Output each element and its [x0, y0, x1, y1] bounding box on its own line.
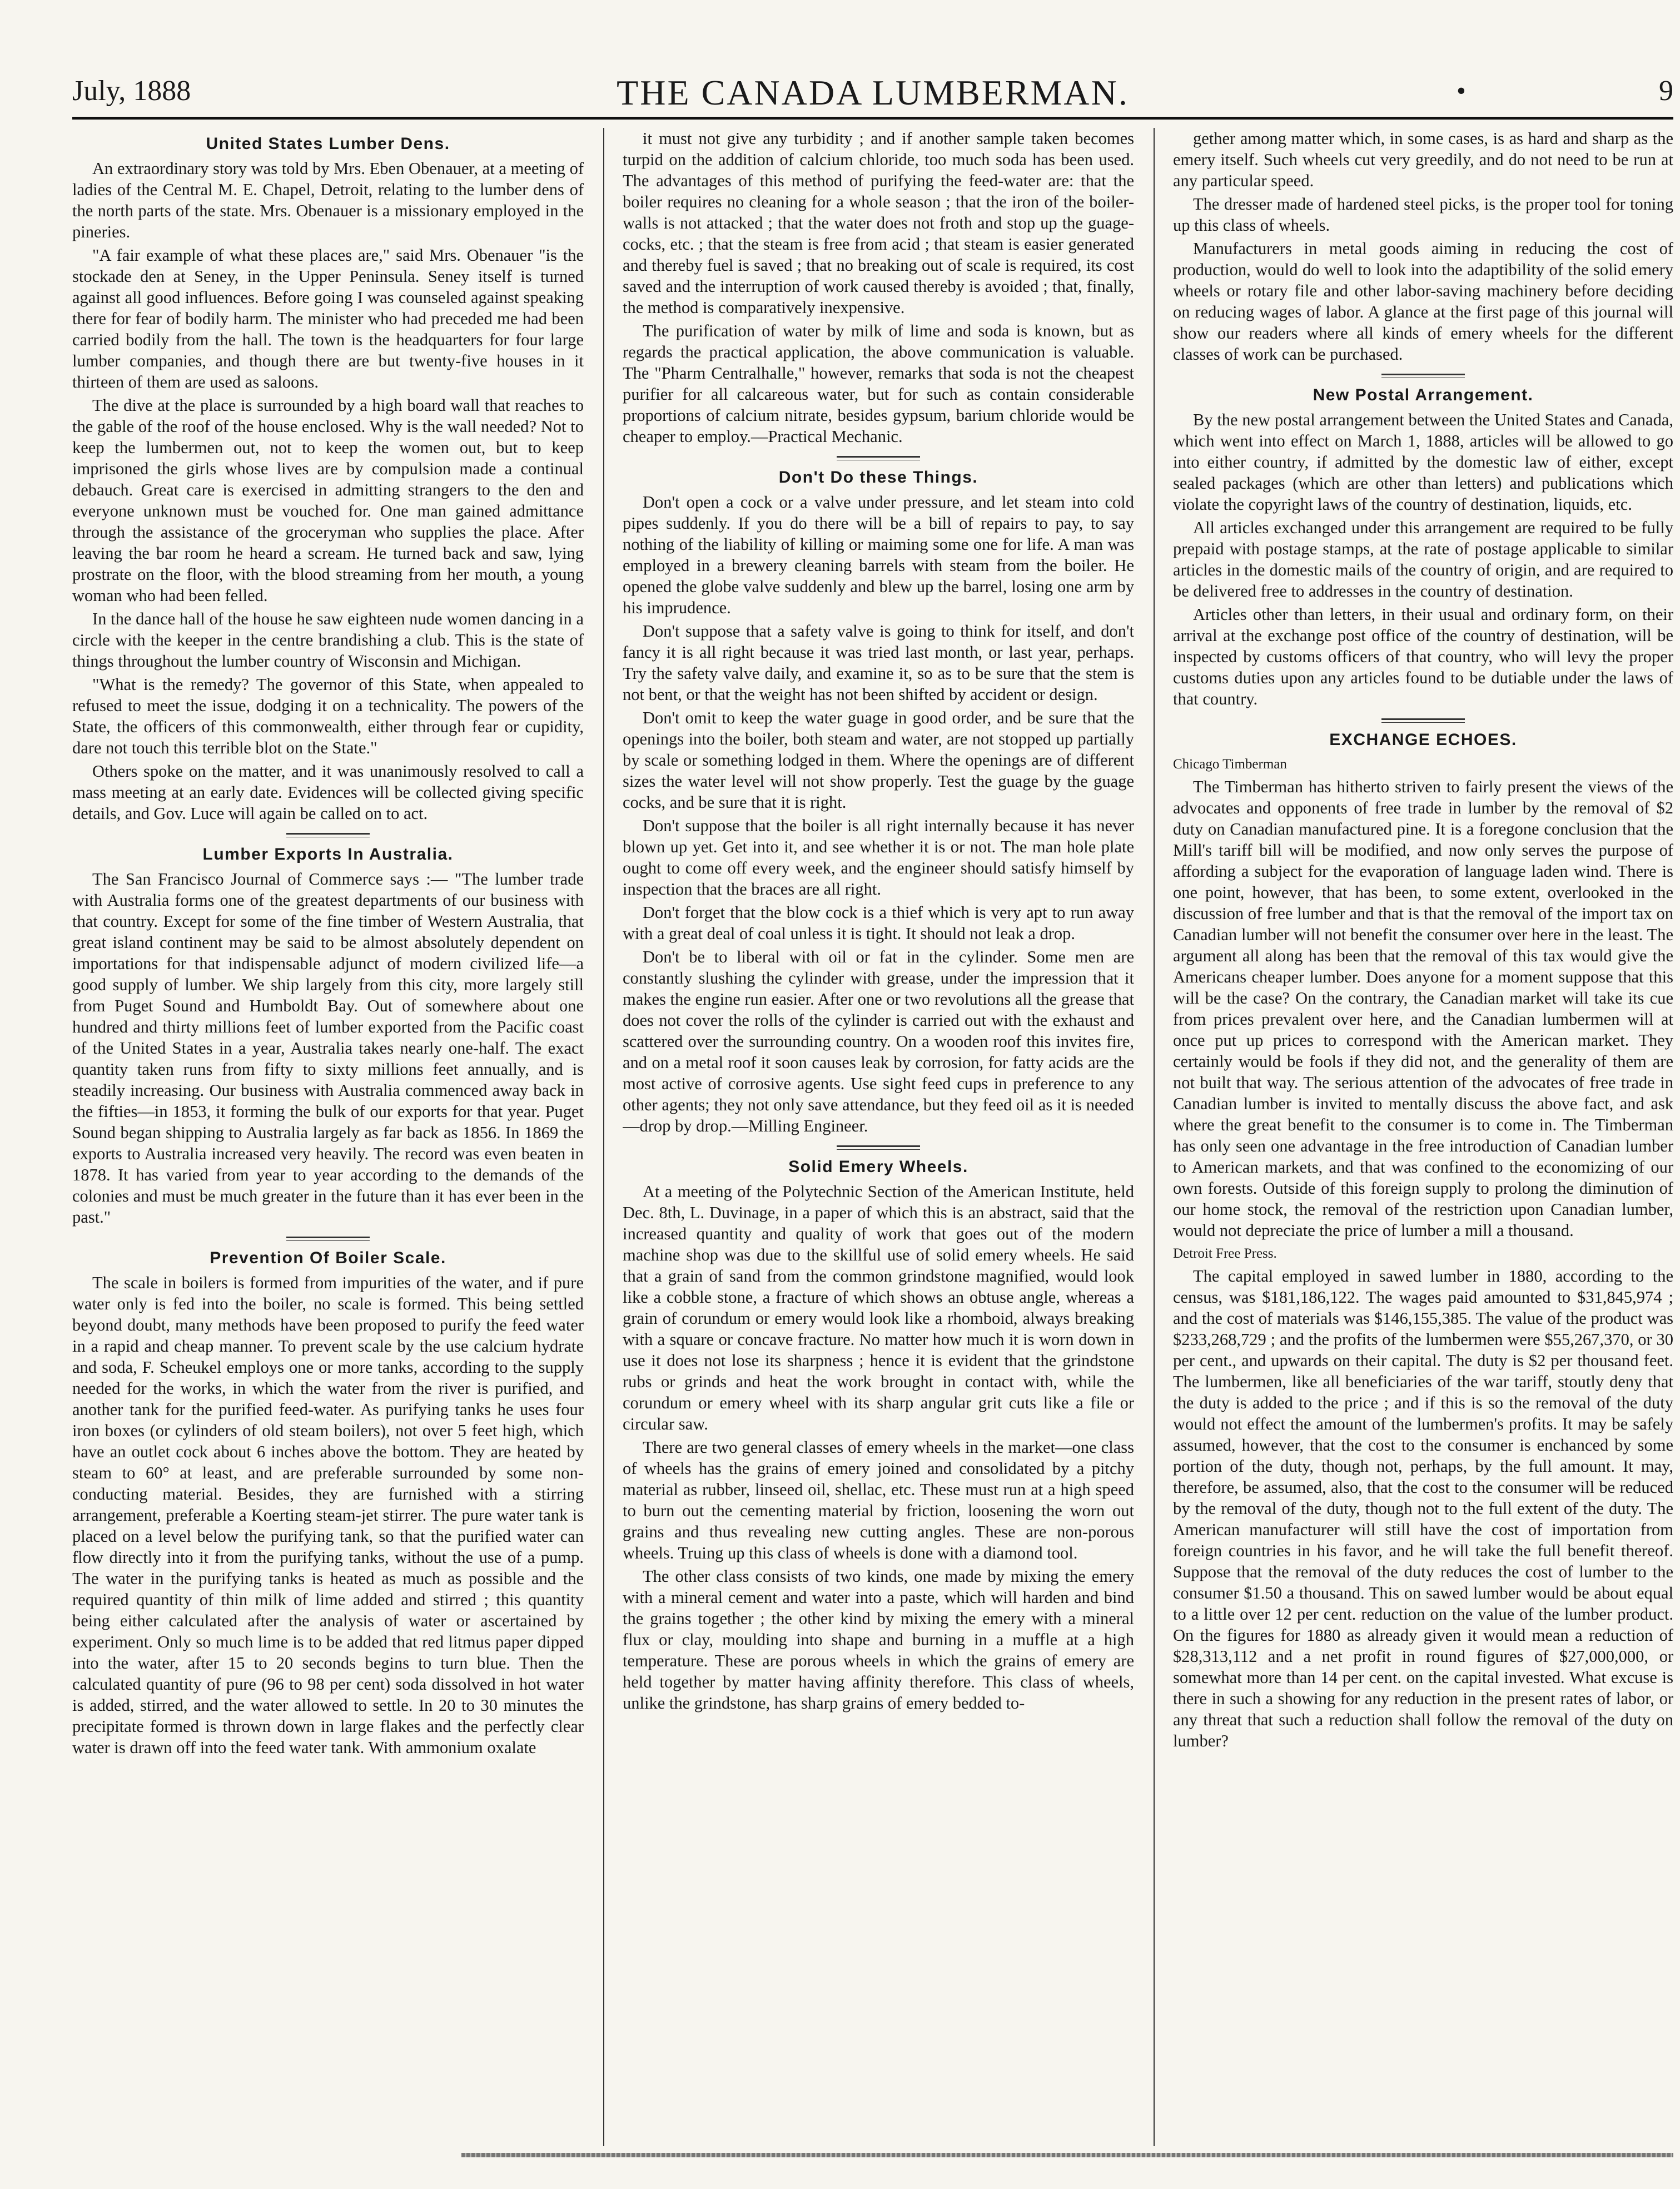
article-body	[1173, 128, 1673, 365]
column-2	[623, 128, 1134, 2163]
article-heading: Lumber Exports In Australia.	[202, 845, 454, 863]
newspaper-page	[72, 72, 1673, 2163]
article-body	[1173, 1265, 1673, 1751]
separator-rule	[286, 1237, 370, 1241]
source-credit: Detroit Free Press.	[1173, 1246, 1277, 1261]
paragraph: An extraordinary story was told by Mrs. Eben Obenauer, at a meeting of ladies of the Central M. E. Chapel, Detroit, relating to the lumber dens of the north parts of the state. Mrs. Obenauer is a missionary employed in the pineries.	[72, 159, 584, 241]
column-rule	[603, 128, 604, 2146]
paragraph: The Timberman has hitherto striven to fairly present the views of the advocates and opponents of free trade in lumber by the removal of $2 duty on Canadian manufactured pine. It is a foregone conclusion that the Mill's tariff bill will be modified, and now only serves the purpose of affording a subject for the evaporation of language laden wind. There is one point, however, that has been, to some extent, overlooked in the discussion of free lumber and that is that the removal of the import tax on Canadian lumber will not benefit the consumer over here in the least. The argument all along has been that the removal of this tax would give the Americans cheaper lumber. Does anyone for a moment suppose that this will be the case? On the contrary, the Canadian market will take its cue from prices prevalent over here, and the Canadian lumbermen will at once put up prices to correspond with the American market. They certainly would be fools if they did not, and the generality of them are not built that way. The serious attention of the advocates of free trade in Canadian lumber is invited to mentally discuss the above fact, and ask where the great benefit to the consumer is to come in. The Timberman has only seen one advantage in the free introduction of Canadian lumber to American markets, and that was confined to the economizing of our own forests. Outside of this foreign supply to prolong the diminution of our home stock, the removal of the restriction upon Canadian lumber, would not depreciate the price of lumber a mill a thousand.	[1173, 777, 1673, 1240]
paragraph: The dresser made of hardened steel picks, is the proper tool for toning up this class of wheels.	[1173, 195, 1673, 235]
column-rule	[1154, 128, 1155, 2146]
column-1	[72, 128, 584, 2163]
newspaper-title: THE CANADA LUMBERMAN.	[617, 73, 1129, 112]
paragraph: In the dance hall of the house he saw eighteen nude women dancing in a circle with the keeper in the centre brandishing a club. This is the state of things throughout the lumber country of Wisconsin and Michigan.	[72, 609, 584, 671]
separator-rule	[1381, 718, 1465, 723]
masthead	[72, 72, 1673, 120]
paragraph: Don't suppose that the boiler is all right internally because it has never blown up yet. Get into it, and see whether it is or not. The man hole plate ought to come off every week, and the engineer should satisfy himself by inspection that the braces are all right.	[623, 816, 1134, 899]
paragraph: The scale in boilers is formed from impurities of the water, and if pure water only is fed into the boiler, no scale is formed. This being settled beyond doubt, many methods have been proposed to purify the feed water in a rapid and cheap manner. To prevent scale by the use calcium hydrate and soda, F. Scheukel employs one or more tanks, according to the supply needed for the works, in which the water from the river is purified, and another tank for the purified feed-water. As purifying tanks he uses four iron boxes (or cylinders of old steam boilers), not over 5 feet high, which have an outlet cock about 6 inches above the bottom. They are heated by steam to 60° at least, and are preferable surrounded by some non-conducting material. Besides, they are furnished with a stirring arrangement, preferable a Koerting steam-jet stirrer. The pure water tank is placed on a level below the purifying tank, so that the purified water can flow directly into it from the purifying tanks, without the use of a pump. The water in the purifying tanks is heated as much as possible and the required quantity of thin milk of lime added and stirred ; this quantity being either calculated after the analysis of water or ascertained by experiment. Only so much lime is to be added that red litmus paper dipped into the water, after 15 to 20 seconds begins to turn blue. Then the calculated quantity of pure (96 to 98 per cent) soda dissolved in hot water is added, stirred, and the water allowed to settle. In 20 to 30 minutes the precipitate formed is thrown down in large flakes and the perfectly clear water is drawn off into the feed water tank. With ammonium oxalate	[72, 1273, 584, 1757]
article-heading: Don't Do these Things.	[778, 468, 978, 487]
paragraph: Manufacturers in metal goods aiming in reducing the cost of production, would do well to look into the adaptibility of the solid emery wheels or rotary file and other labor-saving machinery before deciding on reducing wages of labor. A glance at the first page of this journal will show our readers where all kinds of emery wheels for the different classes of work can be purchased.	[1173, 239, 1673, 364]
paragraph: "What is the remedy? The governor of this State, when appealed to refused to meet the issue, dodging it on a technicality. The powers of the State, the officers of this commonwealth, either through fear or cupidity, dare not touch this terrible blot on the State."	[72, 675, 584, 757]
bottom-border	[461, 2153, 1673, 2157]
column-3	[1173, 128, 1673, 2163]
paragraph: Don't be to liberal with oil or fat in the cylinder. Some men are constantly slushing the cylinder with grease, under the impression that it makes the engine run easier. After one or two revolutions all the grease that does not cover the rolls of the cylinder is carried out with the exhaust and scattered over the surrounding country. On a wooden roof this invites fire, and on a metal roof it soon causes leak by corrosion, for fatty acids are the most active of corrosive agents. Use sight feed cups in preference to any other agents; they not only save attendance, but they feed oil as it is needed—drop by drop.—Milling Engineer.	[623, 947, 1134, 1135]
paragraph: Don't suppose that a safety valve is going to think for itself, and don't fancy it is all right because it was tried last month, or last year, perhaps. Try the safety valve daily, and examine it, so as to be sure that the stem is not bent, or that the weight has not been shifted by accident or design.	[623, 622, 1134, 704]
article-heading: United States Lumber Dens.	[206, 135, 450, 153]
article-body	[72, 868, 584, 1228]
article-body	[72, 158, 584, 824]
masthead-dot: •	[1457, 76, 1466, 106]
article-heading: New Postal Arrangement.	[1313, 386, 1534, 404]
paragraph: The other class consists of two kinds, one made by mixing the emery with a mineral cement and water into a paste, which will harden and bind the grains together ; the other kind by mixing the emery with a mineral flux or clay, moulding into shape and burning in a muffle at a high temperature. These are porous wheels in which the grains of emery are held together by matter having affinity therefore. This class of wheels, unlike the grindstone, has sharp grains of emery bedded to-	[623, 1567, 1134, 1713]
paragraph: Don't open a cock or a valve under pressure, and let steam into cold pipes suddenly. If you do there will be a bill of repairs to pay, to say nothing of the liability of killing or maiming some one for life. A man was employed in a brewery cleaning barrels with steam from the boiler. He opened the globe valve suddenly and blew up the barrel, losing one arm by his imprudence.	[623, 493, 1134, 617]
paragraph: it must not give any turbidity ; and if another sample taken becomes turpid on the addition of calcium chloride, too much soda has been used. The advantages of this method of purifying the feed-water are: that the boiler requires no cleaning for a whole season ; that the iron of the boiler-walls is not attacked ; that the water does not froth and stop up the guage-cocks, etc. ; that the steam is free from acid ; that steam is easier generated and thereby fuel is saved ; that no breaking out of scale is required, its cost saved and the interruption of work caused thereby is avoided ; that, finally, the method is comparatively inexpensive.	[623, 129, 1134, 317]
separator-rule	[837, 1145, 920, 1150]
paragraph: Don't forget that the blow cock is a thief which is very apt to run away with a great deal of coal unless it is tight. It should not leak a drop.	[623, 903, 1134, 943]
page-number: 9	[1659, 75, 1673, 107]
separator-rule	[837, 456, 920, 460]
separator-rule	[286, 833, 370, 837]
paragraph: gether among matter which, in some cases, is as hard and sharp as the emery itself. Such wheels cut very greedily, and do not need to be run at any particular speed.	[1173, 129, 1673, 190]
paragraph: Articles other than letters, in their usual and ordinary form, on their arrival at the exchange post office of the country of destination, will be inspected by customs officers of that country, who will levy the proper customs duties upon any articles found to be dutiable under the laws of that country.	[1173, 605, 1673, 708]
paragraph: There are two general classes of emery wheels in the market—one class of wheels has the grains of emery joined and consolidated by a pitchy material as rubber, linseed oil, shellac, etc. These must run at a high speed to burn out the cementing material by friction, loosening the worn out grains and thus revealing new cutting angles. These are non-porous wheels. Truing up this class of wheels is done with a diamond tool.	[623, 1438, 1134, 1562]
paragraph: The dive at the place is surrounded by a high board wall that reaches to the gable of the roof of the house enclosed. Why is the wall needed? Not to keep the lumbermen out, not to keep the women out, but to keep imprisoned the girls whose lives are by compulsion made a continual debauch. Great care is exercised in admitting strangers to the den and everyone unknown must be vouched for. One man gained admittance through the assistance of the groceryman who supplies the place. After leaving the bar room he heard a scream. He turned back and saw, lying prostrate on the floor, with the blood streaming from her mouth, a young woman who had been felled.	[72, 396, 584, 605]
article-body	[623, 492, 1134, 1136]
issue-date: July, 1888	[72, 75, 191, 107]
article-body	[1173, 409, 1673, 709]
paragraph: The San Francisco Journal of Commerce says :— "The lumber trade with Australia forms one of the greatest departments of our business with that country. Except for some of the fine timber of Western Australia, that great island continent may be said to be almost absolutely dependent on importations for that indispensable adjunct of modern civilized life—a good supply of lumber. We ship largely from this city, more largely still from Puget Sound and Humboldt Bay. Out of somewhere about one hundred and thirty millions feet of lumber exported from the Pacific coast of the United States in a year, Australia takes nearly one-half. The exact quantity taken runs from fifty to sixty millions feet annually, and is steadily increasing. Our business with Australia commenced away back in the fifties—in 1853, it forming the bulk of our exports for that year. Puget Sound began shipping to Australia largely as far back as 1856. In 1869 the exports to Australia increased very heavily. The record was even beaten in 1878. It has varied from year to year according to the demands of the colonies and must be much greater in the future than it has ever been in the past."	[72, 870, 584, 1227]
article-heading: Prevention Of Boiler Scale.	[210, 1249, 446, 1267]
source-credit: Chicago Timberman	[1173, 757, 1287, 772]
paragraph: By the new postal arrangement between the United States and Canada, which went into effect on March 1, 1888, articles will be allowed to go into either country, if admitted by the domestic law of either, except sealed packages (which are other than letters) and publications which violate the copyright laws of the country of destination, liquids, etc.	[1173, 410, 1673, 514]
article-body	[1173, 776, 1673, 1241]
paragraph: Don't omit to keep the water guage in good order, and be sure that the openings into the boiler, both steam and water, are not stopped up partially by scale or something lodged in them. Where the openings are of different sizes the water level will not show properly. Test the guage by the guage cocks, and be sure that it is right.	[623, 708, 1134, 812]
article-body	[72, 1272, 584, 1758]
columns	[72, 128, 1673, 2163]
paragraph: The capital employed in sawed lumber in 1880, according to the census, was $181,186,122. The wages paid amounted to $31,845,974 ; and the cost of materials was $146,155,385. The value of the product was $233,268,729 ; and the profits of the lumbermen were $55,267,370, or 30 per cent., and upwards on their capital. The duty is $2 per thousand feet. The lumbermen, like all beneficiaries of the war tariff, stoutly deny that the duty is added to the price ; and if this is so the removal of the duty would not effect the amount of the lumbermen's profits. It may be safely assumed, however, that the cost to the consumer is enchanced by some portion of the duty, though not, perhaps, by the full amount. It may, therefore, be assumed, also, that the cost to the consumer will be reduced by the removal of the duty, though not to the full extent of the duty. The American manufacturer will still have the cost of importation from foreign countries in his favor, and he will take the full benefit thereof. Suppose that the removal of the duty reduces the cost of lumber to the consumer $1.50 a thousand. This on sawed lumber would be about equal to a little over 12 per cent. reduction on the value of the lumber product. On the figures for 1880 as already given it would mean a reduction of $28,313,112 and a net profit in round figures of $27,000,000, or somewhat more than 14 per cent. on the capital invested. What excuse is there in such a showing for any reduction in the present rates of labor, or any threat that such a reduction shall follow the removal of the duty on lumber?	[1173, 1267, 1673, 1750]
article-body	[623, 128, 1134, 447]
paragraph: Others spoke on the matter, and it was unanimously resolved to call a mass meeting at an early date. Evidences will be collected giving specific details, and Gov. Luce will again be called on to act.	[72, 762, 584, 823]
paragraph: The purification of water by milk of lime and soda is known, but as regards the practical application, the above communication is valuable. The "Pharm Centralhalle," however, remarks that soda is not the cheapest purifier for all calcareous water, but for such as contain considerable proportions of calcium nitrate, besides gypsum, barium chloride would be cheaper to employ.—Practical Mechanic.	[623, 321, 1134, 446]
article-body	[623, 1181, 1134, 1714]
article-heading: EXCHANGE ECHOES.	[1329, 731, 1517, 749]
paragraph: All articles exchanged under this arrangement are required to be fully prepaid with postage stamps, at the rate of postage applicable to similar articles in the domestic mails of the country of origin, and are required to be delivered free to addresses in the country of destination.	[1173, 518, 1673, 600]
article-heading: Solid Emery Wheels.	[788, 1158, 968, 1176]
separator-rule	[1381, 374, 1465, 378]
paragraph: "A fair example of what these places are," said Mrs. Obenauer "is the stockade den at Seney, in the Upper Peninsula. Seney itself is turned against all good influences. Before going I was counseled against speaking there for fear of bodily harm. The minister who had preceded me had been carried bodily from the hall. The town is the headquarters for four large lumber companies, and though there are but twenty-five houses in it thirteen of them are used as saloons.	[72, 246, 584, 391]
paragraph: At a meeting of the Polytechnic Section of the American Institute, held Dec. 8th, L. Duvinage, in a paper of which this is an abstract, said that the increased quantity and quality of work that goes out of the modern machine shop was due to the skillful use of solid emery wheels. He said that a grain of sand from the common grindstone magnified, would look like a cobble stone, a fracture of which shows an obtuse angle, whereas a grain of corundum or emery would look like a rhomboid, always breaking with a square or concave fracture. No matter how much it is worn down in use it does not lose its sharpness ; hence it is evident that the grindstone rubs or grinds and heat the work brought in contact with, while the corundum or emery wheel with its sharp angular grit cuts like a file or circular saw.	[623, 1182, 1134, 1433]
